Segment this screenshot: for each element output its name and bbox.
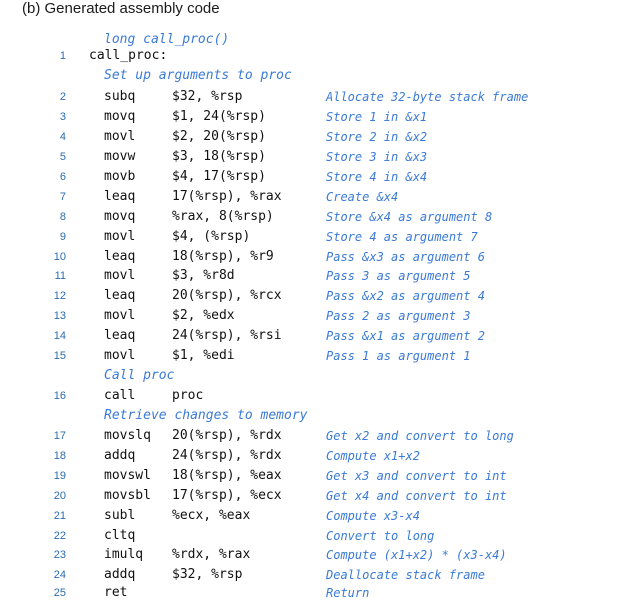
line-comment: Store 3 in &x3 <box>326 150 428 164</box>
line-number: 7 <box>59 191 66 203</box>
operands: $2, %edx <box>172 308 235 323</box>
line-number: 6 <box>59 171 66 183</box>
function-label: call_proc: <box>89 48 168 63</box>
line-number: 3 <box>59 111 66 123</box>
line-number: 12 <box>53 290 66 302</box>
code-line <box>0 227 622 247</box>
line-comment: Pass 3 as argument 5 <box>326 269 471 283</box>
line-number: 24 <box>53 569 66 581</box>
operands: $2, 20(%rsp) <box>172 129 266 144</box>
instruction: movq <box>104 209 136 224</box>
operands: $3, %r8d <box>172 268 235 283</box>
line-number: 14 <box>53 330 66 342</box>
operands: 17(%rsp), %ecx <box>172 488 282 503</box>
line-number: 17 <box>53 430 66 442</box>
code-line <box>0 286 622 306</box>
line-comment: Allocate 32-byte stack frame <box>326 90 529 104</box>
instruction: movw <box>104 149 136 164</box>
code-line <box>0 386 622 406</box>
line-comment: Deallocate stack frame <box>326 568 485 582</box>
line-number: 21 <box>53 510 66 522</box>
line-comment: Store &x4 as argument 8 <box>326 210 493 224</box>
operands: $1, %edi <box>172 348 235 363</box>
instruction: leaq <box>104 328 136 343</box>
line-comment: Compute (x1+x2) * (x3-x4) <box>326 548 507 562</box>
line-comment: Pass 1 as argument 1 <box>326 349 471 363</box>
line-number: 5 <box>59 151 66 163</box>
section-comment-row <box>0 406 622 426</box>
instruction: movswl <box>104 468 151 483</box>
line-number: 19 <box>53 470 66 482</box>
line-comment: Pass &x1 as argument 2 <box>326 329 485 343</box>
operands: 24(%rsp), %rdx <box>172 448 282 463</box>
code-line <box>0 87 622 107</box>
line-comment: Return <box>326 586 370 600</box>
instruction: ret <box>104 585 128 600</box>
line-comment: Pass &x2 as argument 4 <box>326 289 485 303</box>
line-number: 18 <box>53 450 66 462</box>
instruction: call <box>104 388 136 403</box>
code-line <box>0 207 622 227</box>
instruction: leaq <box>104 249 136 264</box>
section-comment-retrieve: Retrieve changes to memory <box>104 408 308 423</box>
instruction: addq <box>104 448 136 463</box>
instruction: movslq <box>104 428 151 443</box>
line-number: 9 <box>59 231 66 243</box>
line-number: 1 <box>59 50 66 62</box>
function-declaration: long call_proc() <box>104 32 230 47</box>
section-comment-setup: Set up arguments to proc <box>104 68 292 83</box>
section-comment-row <box>0 66 622 86</box>
code-line <box>0 326 622 346</box>
line-comment: Store 2 in &x2 <box>326 130 428 144</box>
code-line <box>0 526 622 546</box>
code-line <box>0 346 622 366</box>
figure-heading: (b) Generated assembly code <box>22 0 220 17</box>
operands: %ecx, %eax <box>172 508 251 523</box>
code-line <box>0 466 622 486</box>
operands: 17(%rsp), %rax <box>172 189 282 204</box>
instruction: leaq <box>104 288 136 303</box>
code-line <box>0 545 622 565</box>
code-line <box>0 426 622 446</box>
operands: %rax, 8(%rsp) <box>172 209 274 224</box>
code-line <box>0 46 622 66</box>
operands: 20(%rsp), %rcx <box>172 288 282 303</box>
instruction: movl <box>104 268 136 283</box>
line-number: 13 <box>53 310 66 322</box>
code-line <box>0 147 622 167</box>
code-line <box>0 167 622 187</box>
line-comment: Compute x1+x2 <box>326 449 420 463</box>
code-line <box>0 506 622 526</box>
instruction: subl <box>104 508 136 523</box>
code-line <box>0 187 622 207</box>
code-line <box>0 446 622 466</box>
line-comment: Get x4 and convert to int <box>326 489 507 503</box>
line-number: 10 <box>53 251 66 263</box>
line-number: 15 <box>53 350 66 362</box>
instruction: movl <box>104 229 136 244</box>
instruction: movl <box>104 308 136 323</box>
operands: 18(%rsp), %eax <box>172 468 282 483</box>
instruction: movl <box>104 129 136 144</box>
line-number: 22 <box>53 530 66 542</box>
instruction: leaq <box>104 189 136 204</box>
line-comment: Store 4 as argument 7 <box>326 230 478 244</box>
code-line <box>0 306 622 326</box>
line-comment: Compute x3-x4 <box>326 509 420 523</box>
operands: $32, %rsp <box>172 567 243 582</box>
instruction: movsbl <box>104 488 151 503</box>
line-comment: Convert to long <box>326 529 435 543</box>
operands: 18(%rsp), %r9 <box>172 249 274 264</box>
instruction: cltq <box>104 528 136 543</box>
code-line <box>0 127 622 147</box>
line-comment: Create &x4 <box>326 190 399 204</box>
operands: 24(%rsp), %rsi <box>172 328 282 343</box>
line-number: 23 <box>53 549 66 561</box>
instruction: imulq <box>104 547 144 562</box>
section-comment-row <box>0 366 622 386</box>
operands: $4, 17(%rsp) <box>172 169 266 184</box>
instruction: movq <box>104 109 136 124</box>
code-line <box>0 247 622 267</box>
line-comment: Get x2 and convert to long <box>326 429 514 443</box>
code-line <box>0 266 622 286</box>
instruction: movb <box>104 169 136 184</box>
operands: $4, (%rsp) <box>172 229 251 244</box>
section-comment-call: Call proc <box>104 368 175 383</box>
line-number: 8 <box>59 211 66 223</box>
instruction: addq <box>104 567 136 582</box>
operands: $32, %rsp <box>172 89 243 104</box>
instruction: subq <box>104 89 136 104</box>
line-number: 25 <box>53 587 66 599</box>
operands: $3, 18(%rsp) <box>172 149 266 164</box>
line-number: 20 <box>53 490 66 502</box>
operands: $1, 24(%rsp) <box>172 109 266 124</box>
code-line <box>0 565 622 585</box>
operands: proc <box>172 388 204 403</box>
operands: 20(%rsp), %rdx <box>172 428 282 443</box>
line-comment: Get x3 and convert to int <box>326 469 507 483</box>
line-comment: Pass 2 as argument 3 <box>326 309 471 323</box>
line-comment: Pass &x3 as argument 6 <box>326 250 485 264</box>
code-line <box>0 107 622 127</box>
line-comment: Store 1 in &x1 <box>326 110 428 124</box>
line-number: 11 <box>54 270 66 282</box>
line-number: 2 <box>59 91 66 103</box>
operands: %rdx, %rax <box>172 547 251 562</box>
line-number: 16 <box>53 390 66 402</box>
code-line <box>0 486 622 506</box>
code-line <box>0 583 622 603</box>
line-comment: Store 4 in &x4 <box>326 170 428 184</box>
instruction: movl <box>104 348 136 363</box>
line-number: 4 <box>59 131 66 143</box>
